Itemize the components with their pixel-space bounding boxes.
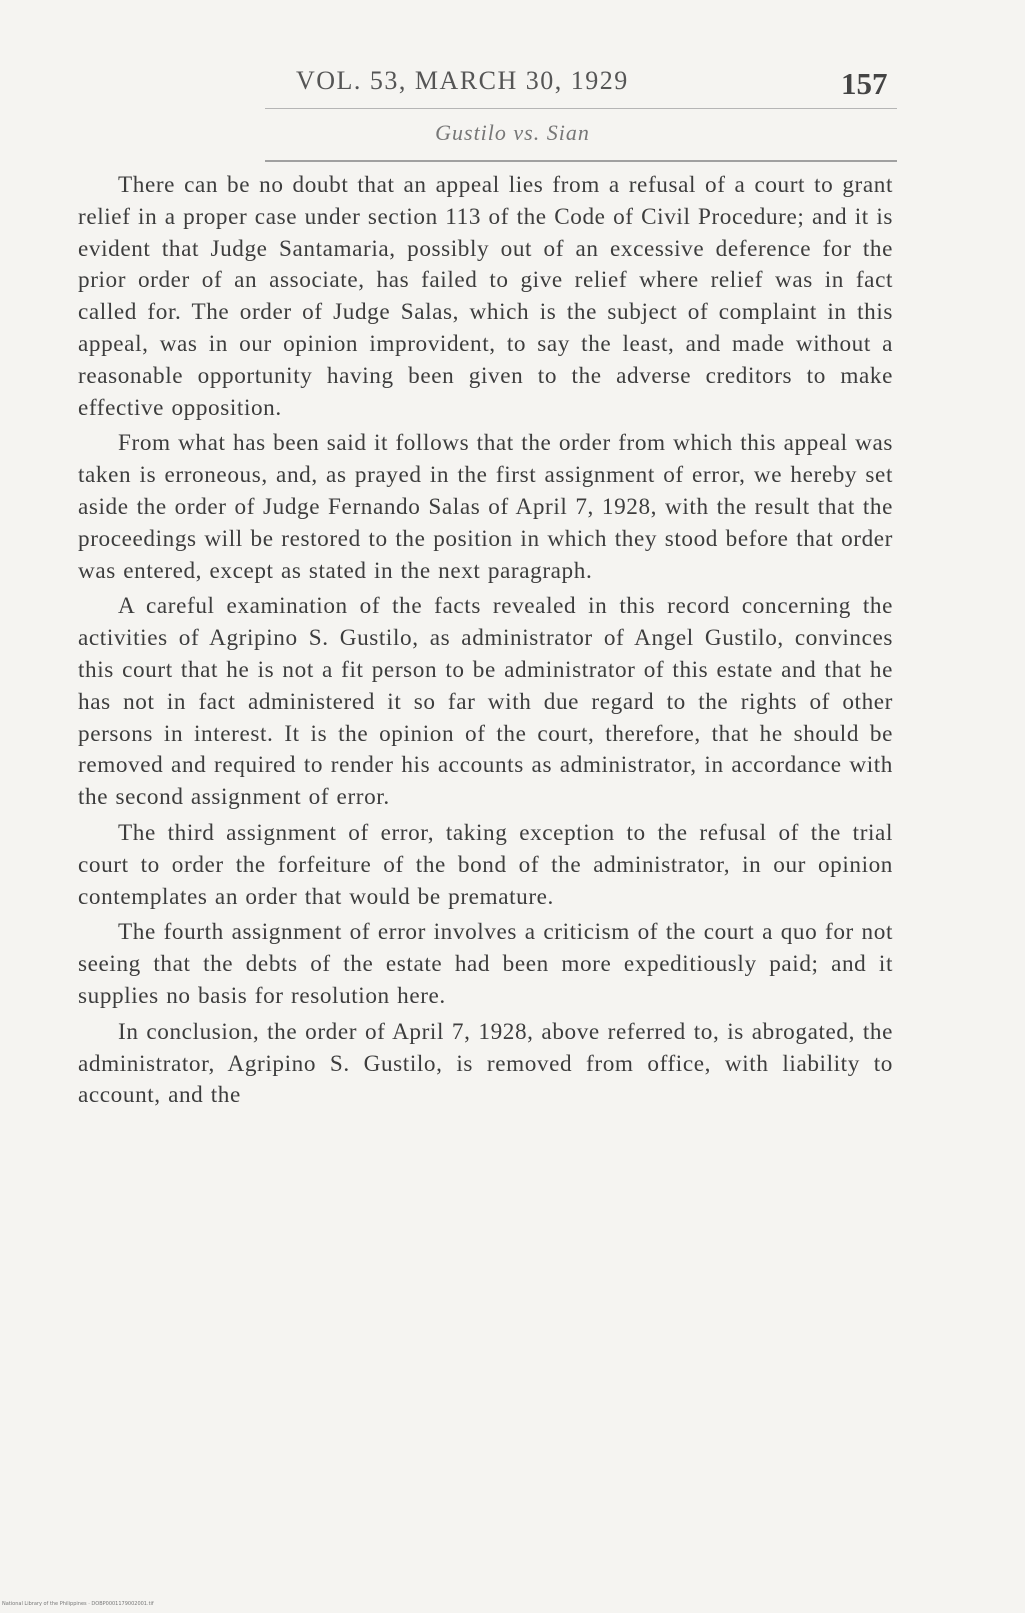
case-title: Gustilo vs. Sian <box>435 120 590 145</box>
paragraph-4: The third assignment of error, taking exception to the refusal of the trial court to order the forfeiture of the bond of the administrator, in our opinion contemplates an order that would be premature. <box>78 819 893 910</box>
paragraph-5: The fourth assignment of error involves a criticism of the court a quo for not seeing that the debts of the estate had been more expeditiously paid; and it supplies no basis for resolution here. <box>78 919 893 1009</box>
header-rule-bottom <box>265 160 897 162</box>
paragraph-2: From what has been said it follows that the order from which this appeal was taken is erroneous, and, as prayed in the first assignment of error, we hereby set aside the order of Judge Fernando Salas of April 7, 1928, with the result that the proceedings will be restored to the position in which they stood before that order was entered, except as stated in the next paragraph. <box>78 430 893 584</box>
running-head: VOL. 53, MARCH 30, 1929 <box>296 66 629 95</box>
paragraph-1: There can be no doubt that an appeal lies from a refusal of a court to grant relief in a proper case under section 113 of the Code of Civil Procedure; and it is evident that Judge Santamaria, possibly out of an excessive deference for the prior order of an associate, has failed to give relief where relief was in fact called for. The order of Judge Salas, which is the subject of complaint in this appeal, was in our opinion improvident, to say the least, and made without a reasonable opportunity having been given to the adverse creditors to make effective opposition. <box>78 172 893 421</box>
header-rule-top <box>265 108 897 109</box>
page-number: 157 <box>841 66 888 101</box>
scan-footer-note: National Library of the Philippines · DOBP0001179002001.tif <box>2 1601 154 1607</box>
page-body <box>78 170 893 1116</box>
paragraph-3: A careful examination of the facts revealed in this record concerning the activities of Agripino S. Gustilo, as administrator of Angel Gustilo, convinces this court that he is not a fit person to be administrator of this estate and that he has not in fact administered it so far with due regard to the rights of other persons in interest. It is the opinion of the court, therefore, that he should be removed and required to render his accounts as administrator, in accordance with the second assignment of error. <box>78 593 893 811</box>
page-header <box>0 62 1025 112</box>
paragraph-6: In conclusion, the order of April 7, 1928, above referred to, is abrogated, the administrator, Agripino S. Gustilo, is removed from office, with liability to account, and the <box>78 1018 893 1109</box>
